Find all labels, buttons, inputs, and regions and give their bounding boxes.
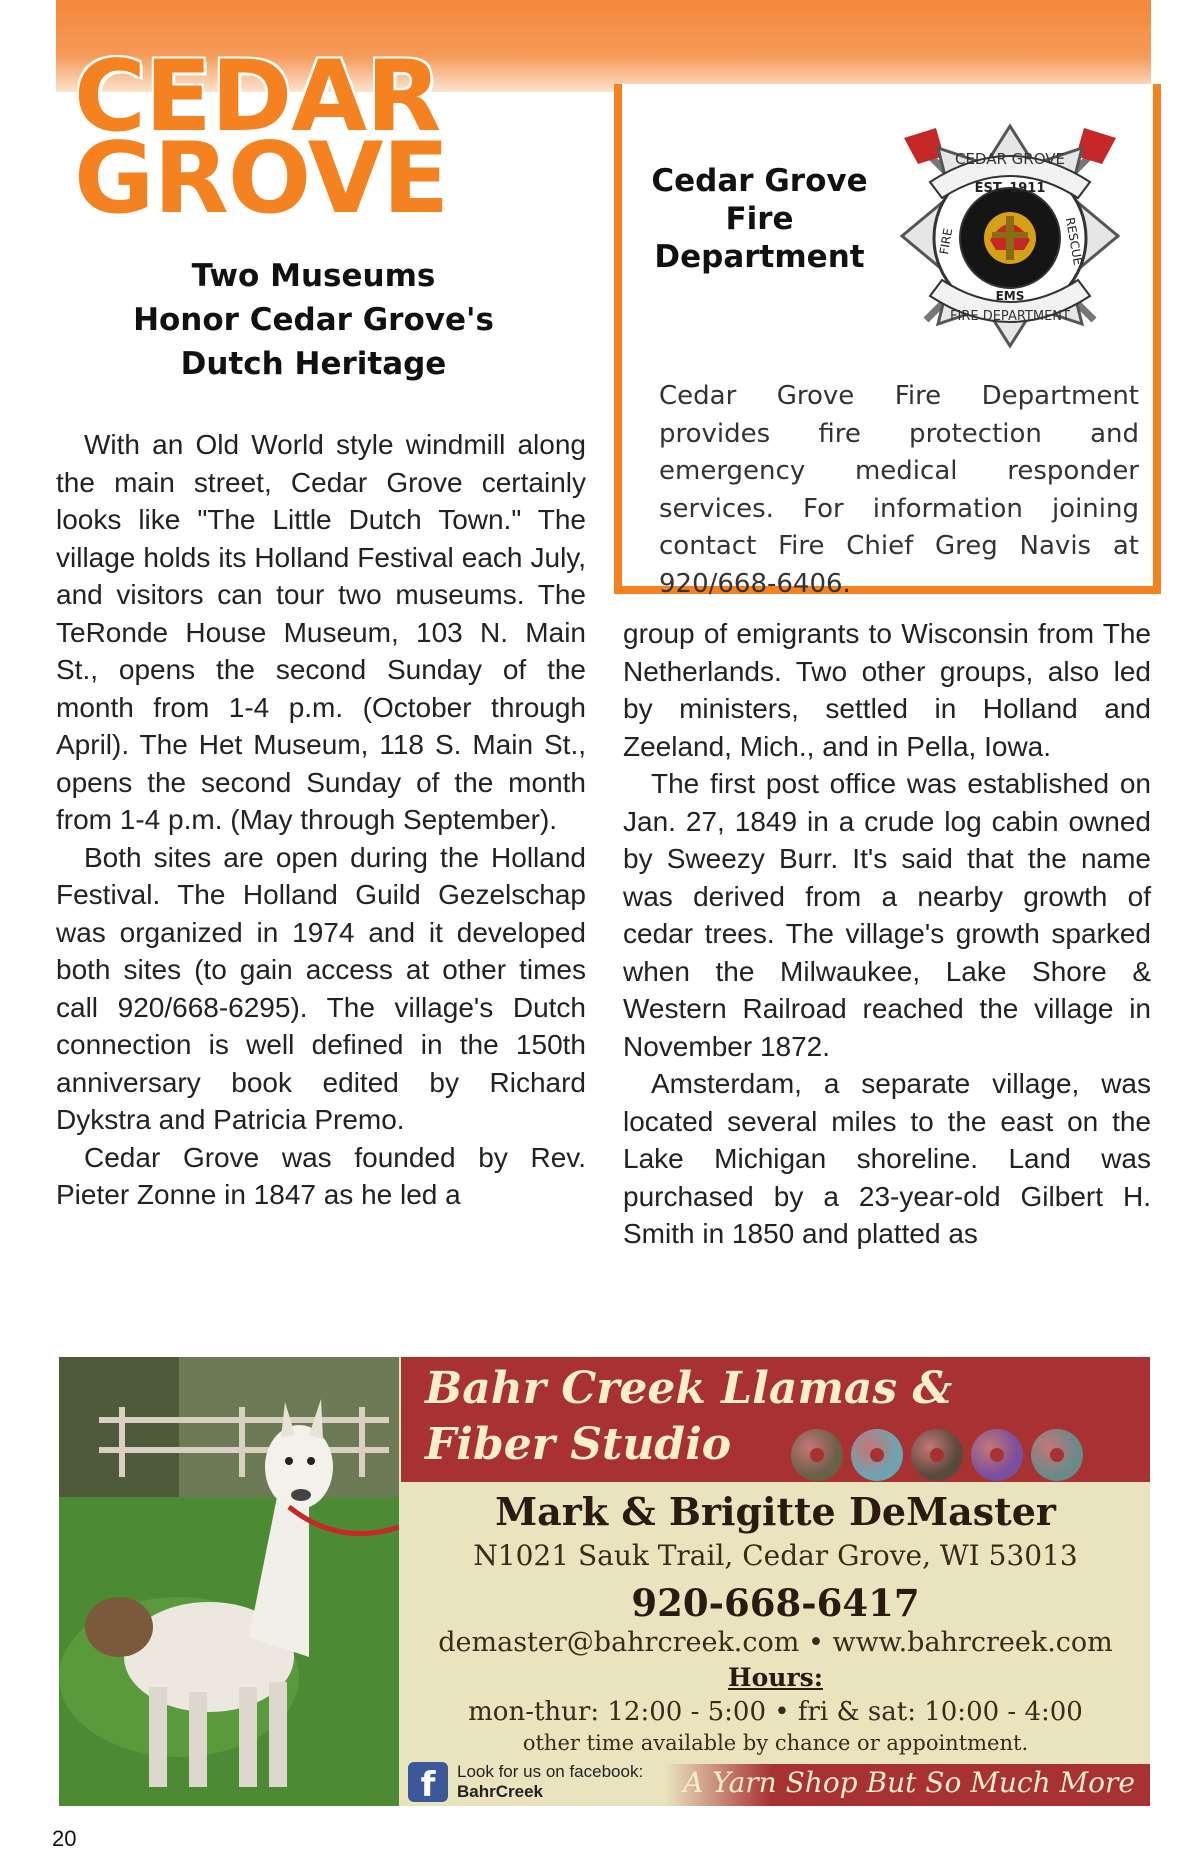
yarn-ball-icon bbox=[791, 1429, 843, 1481]
article-column-left bbox=[56, 426, 586, 1214]
yarn-ball-icon bbox=[851, 1429, 903, 1481]
fire-box-text: Cedar Grove Fire Department provides fire protection and emergency medical responder services. For information joining contact Fire Chief Greg Navis at 920/668-6406. bbox=[659, 381, 1139, 599]
ad-other-times: other time available by chance or appointment. bbox=[522, 1731, 1029, 1755]
yarn-ball-icon bbox=[971, 1429, 1023, 1481]
fire-department-box bbox=[614, 84, 1161, 599]
article-paragraph: The first post office was established on Jan. 27, 1849 in a crude log cabin owned by Sweezy Burr. It's said that the name was derived from a nearby growth of cedar trees. The village's growth sparked when the Milwaukee, Lake Shore & Western Railroad reached the village in November 1872. bbox=[623, 768, 1151, 1062]
ad-business-name: Bahr Creek Llamas & Fiber Studio bbox=[425, 1363, 953, 1470]
facebook-handle: BahrCreek bbox=[457, 1782, 543, 1801]
article-paragraph: Cedar Grove was founded by Rev. Pieter Zonne in 1847 as he led a bbox=[56, 1141, 586, 1210]
ad-contact-links: demaster@bahrcreek.com • www.bahrcreek.com bbox=[438, 1627, 1113, 1658]
yarn-ball-icon bbox=[1031, 1429, 1083, 1481]
ad-tagline: A Yarn Shop But So Much More bbox=[683, 1766, 1135, 1799]
article-column-right bbox=[623, 615, 1151, 1253]
facebook-line: Look for us on facebook: bbox=[457, 1762, 644, 1781]
ad-address: N1021 Sauk Trail, Cedar Grove, WI 53013 bbox=[473, 1539, 1078, 1572]
ad-hours: mon-thur: 12:00 - 5:00 • fri & sat: 10:00 - 4:00 bbox=[468, 1697, 1083, 1727]
article-paragraph: Amsterdam, a separate village, was located several miles to the east on the Lake Michigan shoreline. Land was purchased by a 23-year-old Gilbert H. Smith in 1850 and platted as bbox=[623, 1068, 1151, 1249]
ad-title-banner bbox=[401, 1357, 1150, 1482]
article-paragraph: With an Old World style windmill along the main street, Cedar Grove certainly looks like "The Little Dutch Town." The village holds its Holland Festival each July, and visitors can tour two museums. The TeRonde House Museum, 103 N. Main St., opens the second Sunday of the month from 1-4 p.m. (October through April). The Het Museum, 118 S. Main St., opens the second Sunday of the month from 1-4 p.m. (May through September). bbox=[56, 429, 586, 835]
badge-top-text: CEDAR GROVE bbox=[954, 150, 1066, 168]
badge-bottom-text: FIRE DEPARTMENT bbox=[950, 309, 1070, 324]
fire-box-title: Cedar Grove Fire Department bbox=[651, 163, 868, 275]
yarn-ball-icon bbox=[911, 1429, 963, 1481]
article-paragraph: Both sites are open during the Holland Festival. The Holland Guild Gezelschap was organized in 1974 and it developed both sites (to gain access at other times call 920/668-6295). The village's Dutch connection is well defined in the 150th anniversary book edited by Richard Dykstra and Patricia Premo. bbox=[56, 841, 586, 1135]
facebook-icon: f bbox=[408, 1762, 448, 1802]
fire-department-badge-icon bbox=[894, 120, 1126, 352]
facebook-note bbox=[457, 1762, 643, 1802]
badge-right-text: RESCUE bbox=[1062, 216, 1086, 267]
badge-est-text: EST. 1911 bbox=[974, 181, 1046, 196]
badge-center-text: EMS bbox=[995, 289, 1025, 303]
ad-owner-names: Mark & Brigitte DeMaster bbox=[495, 1489, 1056, 1534]
article-paragraph: group of emigrants to Wisconsin from The Netherlands. Two other groups, also led by ministers, settled in Holland and Zeeland, Mich., and in Pella, Iowa. bbox=[623, 618, 1151, 762]
section-masthead: CEDAR GROVE bbox=[74, 40, 449, 236]
page-number: 20 bbox=[52, 1826, 77, 1851]
article-headline: Two Museums Honor Cedar Grove's Dutch Heritage bbox=[133, 258, 494, 382]
ad-tagline-bar bbox=[665, 1764, 1150, 1806]
ad-hours-label: Hours: bbox=[728, 1663, 823, 1692]
ad-phone: 920-668-6417 bbox=[631, 1581, 920, 1625]
llama-photo bbox=[59, 1357, 399, 1806]
bahr-creek-advertisement bbox=[59, 1357, 1150, 1806]
badge-left-text: FIRE bbox=[936, 227, 956, 256]
